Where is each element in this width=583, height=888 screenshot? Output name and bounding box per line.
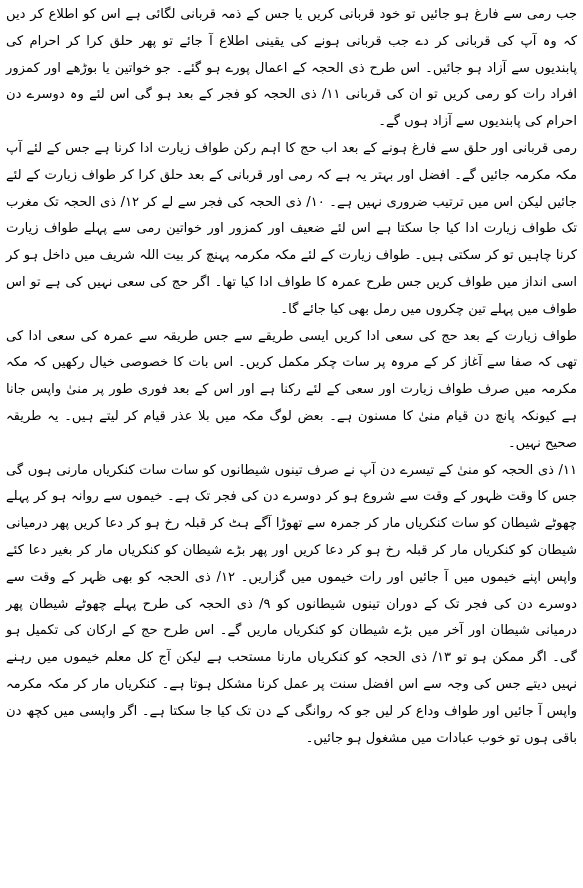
paragraph-hajj-sai: طواف زیارت کے بعد حج کی سعی ادا کریں ایسی طریقے سے جس طریقہ سے عمرہ کی سعی ادا کی تھی کہ صفا سے آغاز کر کے مروہ پر سات چکر مکمل کریں۔ اس بات کا خصوصی خیال رکھیں کہ مکہ مکرمہ میں صرف طواف زیارت اور سعی کے لئے رکنا ہے اور اس کے بعد فوری طور پر منیٰ واپس جانا ہے کیونکہ پانچ دن قیام منیٰ کا مسنون ہے۔ بعض لوگ مکہ میں بلا عذر قیام کر لیتے ہیں۔ یہ طریقہ صحیح نہیں۔ [6, 328, 577, 451]
paragraph-completion-of-sacrifice: جب رمی سے فارغ ہو جائیں تو خود قربانی کریں یا جس کے ذمہ قربانی لگائی ہے اس کو اطلاع کر دیں کہ وہ آپ کی قربانی کر دے جب قربانی ہونے کی یقینی اطلاع آ جائے تو پھر حلق کرا کر احرام کی پابندیوں سے آزاد ہو جائیں۔ اس طرح ذی الحجہ کے اعمال پورے ہو گئے۔ جو خواتین یا بوڑھے اور کمزور افراد رات کو رمی کریں تو ان کی قربانی ۱۱/ ذی الحجہ کو فجر کے بعد ہو گی اس لئے وہ دوسرے دن احرام کی پابندیوں سے آزاد ہوں گے۔ [6, 7, 577, 130]
paragraph-tawaf-ziyarat: رمی قربانی اور حلق سے فارغ ہونے کے بعد اب حج کا اہم رکن طواف زیارت ادا کرنا ہے جس کے لئے آپ مکہ مکرمہ جائیں گے۔ افضل اور بہتر یہ ہے کہ رمی اور قربانی کے بعد حلق کرا کر طواف زیارت کے لئے جائیں لیکن اس میں ترتیب ضروری نہیں ہے۔ ۱۰/ ذی الحجہ کی فجر سے لے کر ۱۲/ ذی الحجہ تک مغرب تک طواف زیارت ادا کیا جا سکتا ہے اس لئے ضعیف اور کمزور اور خواتین رمی سے پہلے طواف زیارت کرنا چاہیں تو کر سکتی ہیں۔ طواف زیارت کے لئے مکہ مکرمہ پہنچ کر بیت اللہ شریف میں داخل ہو کر اسی انداز میں طواف کریں جس طرح عمرہ کا طواف ادا کیا تھا۔ اگر حج کی سعی نہیں کی ہے تو اس طواف میں پہلے تین چکروں میں رمل بھی کیا جائے گا۔ [6, 140, 577, 317]
paragraph-stoning-days: ۱۱/ ذی الحجہ کو منیٰ کے تیسرے دن آپ نے صرف تینوں شیطانوں کو سات سات کنکریاں مارنی ہوں گی جس کا وقت ظہور کے وقت سے شروع ہو کر دوسرے دن کی فجر تک ہے۔ خیموں سے روانہ ہو کر پہلے چھوٹے شیطان کو سات کنکریاں مار کر جمرہ سے تھوڑا آگے ہٹ کر قبلہ رخ ہو کر دعا کریں پھر درمیانی شیطان کو کنکریاں مار کر قبلہ رخ ہو کر دعا کریں اور پھر بڑے شیطان کو کنکریاں مار کر بغیر دعا کئے واپس اپنے خیموں میں آ جائیں اور رات خیموں میں گزاریں۔ ۱۲/ ذی الحجہ کو بھی ظہر کے وقت سے دوسرے دن کی فجر تک کے دوران تینوں شیطانوں کو ۹/ ذی الحجہ کی طرح پہلے چھوٹے شیطان پھر درمیانی شیطان اور آخر میں بڑے شیطان کو کنکریاں ماریں گے۔ اس طرح حج کے ارکان کی تکمیل ہو گی۔ اگر ممکن ہو تو ۱۳/ ذی الحجہ کو کنکریاں مارنا مستحب ہے لیکن آج کل معلم خیموں میں رہنے نہیں دیتے جس کی وجہ سے اس افضل سنت پر عمل کرنا مشکل ہوتا ہے۔ کنکریاں مار کر مکہ مکرمہ واپس آ جائیں اور طواف وداع کر لیں جو کہ روانگی کے دن تک کیا جا سکتا ہے۔ اگر واپسی میں کچھ دن باقی ہوں تو خوب عبادات میں مشغول ہو جائیں۔ [6, 462, 578, 746]
